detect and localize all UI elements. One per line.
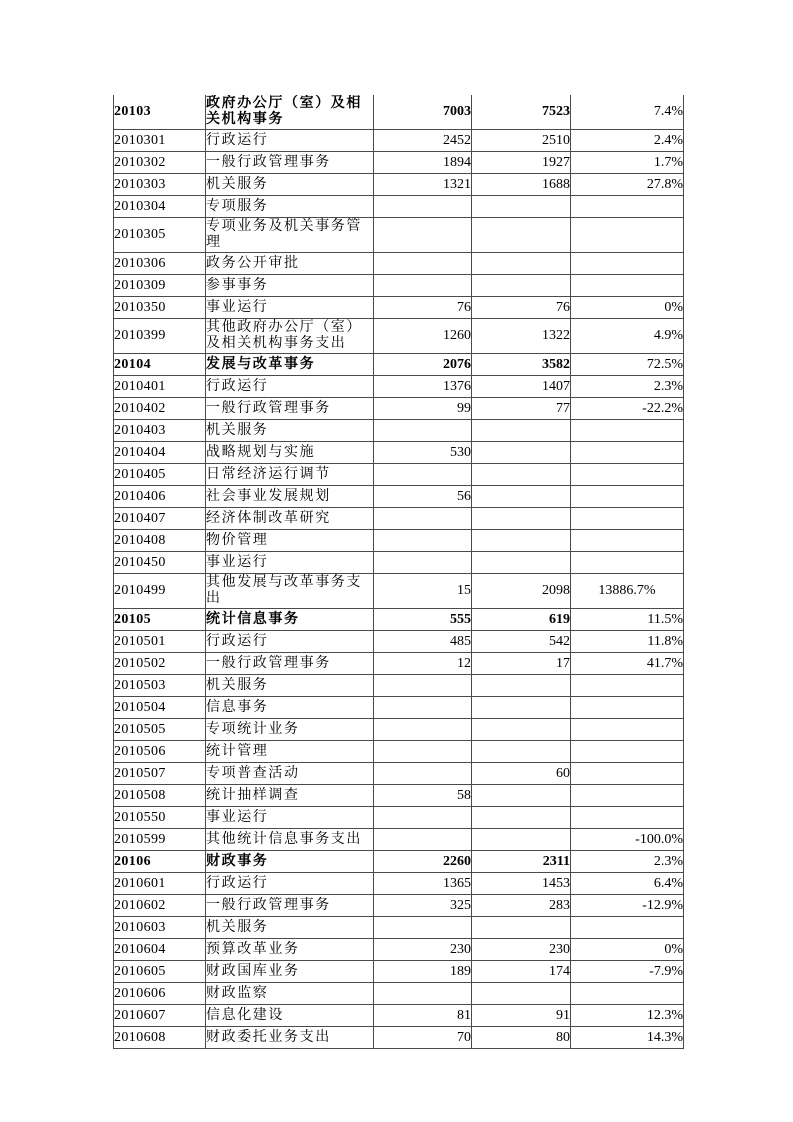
name-cell: 一般行政管理事务 — [206, 398, 374, 420]
code-cell: 2010305 — [114, 218, 206, 253]
value1-cell: 1321 — [374, 174, 472, 196]
code-cell: 2010405 — [114, 464, 206, 486]
code-cell: 2010506 — [114, 741, 206, 763]
code-cell: 2010401 — [114, 376, 206, 398]
code-cell: 2010605 — [114, 961, 206, 983]
percent-cell — [571, 763, 684, 785]
percent-cell: 2.3% — [571, 851, 684, 873]
table-row — [114, 442, 684, 464]
value2-cell: 619 — [472, 609, 571, 631]
code-cell: 2010301 — [114, 130, 206, 152]
table-row — [114, 420, 684, 442]
value1-cell: 230 — [374, 939, 472, 961]
name-cell: 预算改革业务 — [206, 939, 374, 961]
table-row — [114, 354, 684, 376]
percent-cell — [571, 420, 684, 442]
name-cell: 事业运行 — [206, 297, 374, 319]
code-cell: 2010303 — [114, 174, 206, 196]
code-cell: 2010402 — [114, 398, 206, 420]
code-cell: 2010403 — [114, 420, 206, 442]
value2-cell — [472, 420, 571, 442]
table-row — [114, 376, 684, 398]
table-row — [114, 152, 684, 174]
table-row — [114, 253, 684, 275]
percent-cell — [571, 675, 684, 697]
value1-cell: 12 — [374, 653, 472, 675]
percent-cell: 11.8% — [571, 631, 684, 653]
name-cell: 机关服务 — [206, 675, 374, 697]
name-cell: 专项业务及机关事务管理 — [206, 218, 374, 253]
name-cell: 发展与改革事务 — [206, 354, 374, 376]
name-cell: 行政运行 — [206, 631, 374, 653]
percent-cell — [571, 741, 684, 763]
percent-cell — [571, 785, 684, 807]
code-cell: 2010606 — [114, 983, 206, 1005]
code-cell: 2010406 — [114, 486, 206, 508]
value2-cell: 1927 — [472, 152, 571, 174]
value1-cell: 56 — [374, 486, 472, 508]
value1-cell: 70 — [374, 1027, 472, 1049]
table-row — [114, 631, 684, 653]
percent-cell — [571, 196, 684, 218]
table-row — [114, 961, 684, 983]
table-row — [114, 174, 684, 196]
percent-cell — [571, 218, 684, 253]
percent-cell: 7.4% — [571, 95, 684, 130]
table-row — [114, 275, 684, 297]
percent-cell — [571, 508, 684, 530]
table-row — [114, 785, 684, 807]
value1-cell — [374, 275, 472, 297]
code-cell: 2010499 — [114, 574, 206, 609]
value2-cell — [472, 196, 571, 218]
name-cell: 战略规划与实施 — [206, 442, 374, 464]
table-row — [114, 552, 684, 574]
budget-table — [113, 95, 684, 1049]
value2-cell — [472, 530, 571, 552]
percent-cell: 4.9% — [571, 319, 684, 354]
code-cell: 2010304 — [114, 196, 206, 218]
percent-cell: 72.5% — [571, 354, 684, 376]
code-cell: 2010604 — [114, 939, 206, 961]
value2-cell: 91 — [472, 1005, 571, 1027]
value2-cell — [472, 741, 571, 763]
percent-cell — [571, 530, 684, 552]
name-cell: 事业运行 — [206, 552, 374, 574]
table-row — [114, 218, 684, 253]
table-row — [114, 763, 684, 785]
value1-cell: 81 — [374, 1005, 472, 1027]
value2-cell: 283 — [472, 895, 571, 917]
value1-cell — [374, 218, 472, 253]
name-cell: 一般行政管理事务 — [206, 895, 374, 917]
value2-cell — [472, 719, 571, 741]
value2-cell: 17 — [472, 653, 571, 675]
name-cell: 机关服务 — [206, 420, 374, 442]
value2-cell — [472, 829, 571, 851]
name-cell: 其他统计信息事务支出 — [206, 829, 374, 851]
code-cell: 2010601 — [114, 873, 206, 895]
name-cell: 参事事务 — [206, 275, 374, 297]
value2-cell — [472, 218, 571, 253]
table-row — [114, 530, 684, 552]
percent-cell: 2.4% — [571, 130, 684, 152]
value2-cell: 80 — [472, 1027, 571, 1049]
value2-cell: 1322 — [472, 319, 571, 354]
value2-cell — [472, 464, 571, 486]
percent-cell: 0% — [571, 297, 684, 319]
name-cell: 物价管理 — [206, 530, 374, 552]
percent-cell: 1.7% — [571, 152, 684, 174]
code-cell: 2010607 — [114, 1005, 206, 1027]
code-cell: 2010350 — [114, 297, 206, 319]
code-cell: 2010504 — [114, 697, 206, 719]
code-cell: 2010603 — [114, 917, 206, 939]
value1-cell — [374, 983, 472, 1005]
percent-cell: 12.3% — [571, 1005, 684, 1027]
percent-cell — [571, 253, 684, 275]
value2-cell — [472, 442, 571, 464]
name-cell: 专项普查活动 — [206, 763, 374, 785]
value1-cell: 530 — [374, 442, 472, 464]
code-cell: 20106 — [114, 851, 206, 873]
table-row — [114, 983, 684, 1005]
value1-cell — [374, 552, 472, 574]
name-cell: 专项统计业务 — [206, 719, 374, 741]
table-row — [114, 917, 684, 939]
code-cell: 2010407 — [114, 508, 206, 530]
name-cell: 机关服务 — [206, 174, 374, 196]
value2-cell: 3582 — [472, 354, 571, 376]
value2-cell: 2510 — [472, 130, 571, 152]
table-row — [114, 807, 684, 829]
value2-cell: 1688 — [472, 174, 571, 196]
percent-cell: 14.3% — [571, 1027, 684, 1049]
value2-cell — [472, 675, 571, 697]
value1-cell: 1365 — [374, 873, 472, 895]
code-cell: 2010503 — [114, 675, 206, 697]
table-row — [114, 653, 684, 675]
table-row — [114, 319, 684, 354]
code-cell: 2010599 — [114, 829, 206, 851]
percent-cell: 13886.7% — [571, 574, 684, 609]
value1-cell: 15 — [374, 574, 472, 609]
name-cell: 一般行政管理事务 — [206, 152, 374, 174]
value2-cell — [472, 275, 571, 297]
code-cell: 2010608 — [114, 1027, 206, 1049]
percent-cell: 0% — [571, 939, 684, 961]
value1-cell: 325 — [374, 895, 472, 917]
value2-cell — [472, 508, 571, 530]
value1-cell: 189 — [374, 961, 472, 983]
code-cell: 2010306 — [114, 253, 206, 275]
value1-cell: 1260 — [374, 319, 472, 354]
percent-cell — [571, 917, 684, 939]
code-cell: 20105 — [114, 609, 206, 631]
table-row — [114, 486, 684, 508]
percent-cell: 11.5% — [571, 609, 684, 631]
name-cell: 一般行政管理事务 — [206, 653, 374, 675]
table-row — [114, 398, 684, 420]
percent-cell — [571, 807, 684, 829]
table-row — [114, 130, 684, 152]
code-cell: 2010309 — [114, 275, 206, 297]
percent-cell — [571, 719, 684, 741]
code-cell: 20103 — [114, 95, 206, 130]
percent-cell: -12.9% — [571, 895, 684, 917]
table-row — [114, 297, 684, 319]
value1-cell: 1894 — [374, 152, 472, 174]
percent-cell: -100.0% — [571, 829, 684, 851]
name-cell: 财政国库业务 — [206, 961, 374, 983]
value1-cell — [374, 675, 472, 697]
table-row — [114, 574, 684, 609]
value2-cell: 60 — [472, 763, 571, 785]
value2-cell: 2311 — [472, 851, 571, 873]
name-cell: 财政委托业务支出 — [206, 1027, 374, 1049]
name-cell: 财政监察 — [206, 983, 374, 1005]
value2-cell: 2098 — [472, 574, 571, 609]
value1-cell — [374, 464, 472, 486]
name-cell: 行政运行 — [206, 130, 374, 152]
table-row — [114, 939, 684, 961]
percent-cell: -22.2% — [571, 398, 684, 420]
code-cell: 2010399 — [114, 319, 206, 354]
value1-cell — [374, 530, 472, 552]
table-row — [114, 464, 684, 486]
code-cell: 2010507 — [114, 763, 206, 785]
code-cell: 2010450 — [114, 552, 206, 574]
value1-cell: 58 — [374, 785, 472, 807]
name-cell: 政府办公厅（室）及相关机构事务 — [206, 95, 374, 130]
value1-cell: 555 — [374, 609, 472, 631]
percent-cell: 2.3% — [571, 376, 684, 398]
table-row — [114, 196, 684, 218]
value2-cell: 77 — [472, 398, 571, 420]
percent-cell — [571, 552, 684, 574]
code-cell: 2010508 — [114, 785, 206, 807]
value2-cell: 1453 — [472, 873, 571, 895]
value2-cell: 76 — [472, 297, 571, 319]
name-cell: 其他发展与改革事务支出 — [206, 574, 374, 609]
percent-cell: -7.9% — [571, 961, 684, 983]
table-row — [114, 741, 684, 763]
value1-cell — [374, 697, 472, 719]
value2-cell — [472, 697, 571, 719]
name-cell: 行政运行 — [206, 873, 374, 895]
code-cell: 2010550 — [114, 807, 206, 829]
code-cell: 2010501 — [114, 631, 206, 653]
code-cell: 2010505 — [114, 719, 206, 741]
value1-cell — [374, 196, 472, 218]
percent-cell — [571, 275, 684, 297]
table-body — [114, 95, 684, 1049]
code-cell: 2010602 — [114, 895, 206, 917]
name-cell: 政务公开审批 — [206, 253, 374, 275]
table-row — [114, 508, 684, 530]
name-cell: 行政运行 — [206, 376, 374, 398]
table-row — [114, 873, 684, 895]
name-cell: 信息事务 — [206, 697, 374, 719]
name-cell: 社会事业发展规划 — [206, 486, 374, 508]
table-row — [114, 609, 684, 631]
value2-cell: 230 — [472, 939, 571, 961]
value1-cell — [374, 420, 472, 442]
name-cell: 事业运行 — [206, 807, 374, 829]
value2-cell — [472, 552, 571, 574]
value1-cell — [374, 508, 472, 530]
percent-cell — [571, 983, 684, 1005]
table-row — [114, 895, 684, 917]
value1-cell — [374, 253, 472, 275]
percent-cell: 41.7% — [571, 653, 684, 675]
percent-cell — [571, 464, 684, 486]
value1-cell: 2260 — [374, 851, 472, 873]
table-row — [114, 851, 684, 873]
percent-cell — [571, 486, 684, 508]
value1-cell: 2076 — [374, 354, 472, 376]
value2-cell: 1407 — [472, 376, 571, 398]
value1-cell — [374, 763, 472, 785]
name-cell: 统计信息事务 — [206, 609, 374, 631]
value1-cell — [374, 829, 472, 851]
value1-cell: 99 — [374, 398, 472, 420]
table-row — [114, 1005, 684, 1027]
value2-cell — [472, 983, 571, 1005]
value1-cell: 7003 — [374, 95, 472, 130]
table-row — [114, 719, 684, 741]
percent-cell — [571, 697, 684, 719]
value2-cell: 174 — [472, 961, 571, 983]
value2-cell — [472, 253, 571, 275]
code-cell: 2010408 — [114, 530, 206, 552]
name-cell: 财政事务 — [206, 851, 374, 873]
value1-cell: 485 — [374, 631, 472, 653]
table-row — [114, 1027, 684, 1049]
code-cell: 20104 — [114, 354, 206, 376]
code-cell: 2010302 — [114, 152, 206, 174]
value2-cell — [472, 486, 571, 508]
code-cell: 2010502 — [114, 653, 206, 675]
name-cell: 机关服务 — [206, 917, 374, 939]
value1-cell: 2452 — [374, 130, 472, 152]
name-cell: 日常经济运行调节 — [206, 464, 374, 486]
value1-cell: 76 — [374, 297, 472, 319]
table-row — [114, 829, 684, 851]
value2-cell — [472, 917, 571, 939]
value2-cell — [472, 785, 571, 807]
name-cell: 统计管理 — [206, 741, 374, 763]
name-cell: 信息化建设 — [206, 1005, 374, 1027]
value1-cell — [374, 741, 472, 763]
name-cell: 经济体制改革研究 — [206, 508, 374, 530]
percent-cell: 27.8% — [571, 174, 684, 196]
value1-cell: 1376 — [374, 376, 472, 398]
value1-cell — [374, 807, 472, 829]
value1-cell — [374, 917, 472, 939]
code-cell: 2010404 — [114, 442, 206, 464]
name-cell: 统计抽样调查 — [206, 785, 374, 807]
value2-cell — [472, 807, 571, 829]
table-row — [114, 675, 684, 697]
table-row — [114, 95, 684, 130]
table-row — [114, 697, 684, 719]
percent-cell — [571, 442, 684, 464]
value2-cell: 542 — [472, 631, 571, 653]
value1-cell — [374, 719, 472, 741]
name-cell: 专项服务 — [206, 196, 374, 218]
value2-cell: 7523 — [472, 95, 571, 130]
percent-cell: 6.4% — [571, 873, 684, 895]
name-cell: 其他政府办公厅（室）及相关机构事务支出 — [206, 319, 374, 354]
